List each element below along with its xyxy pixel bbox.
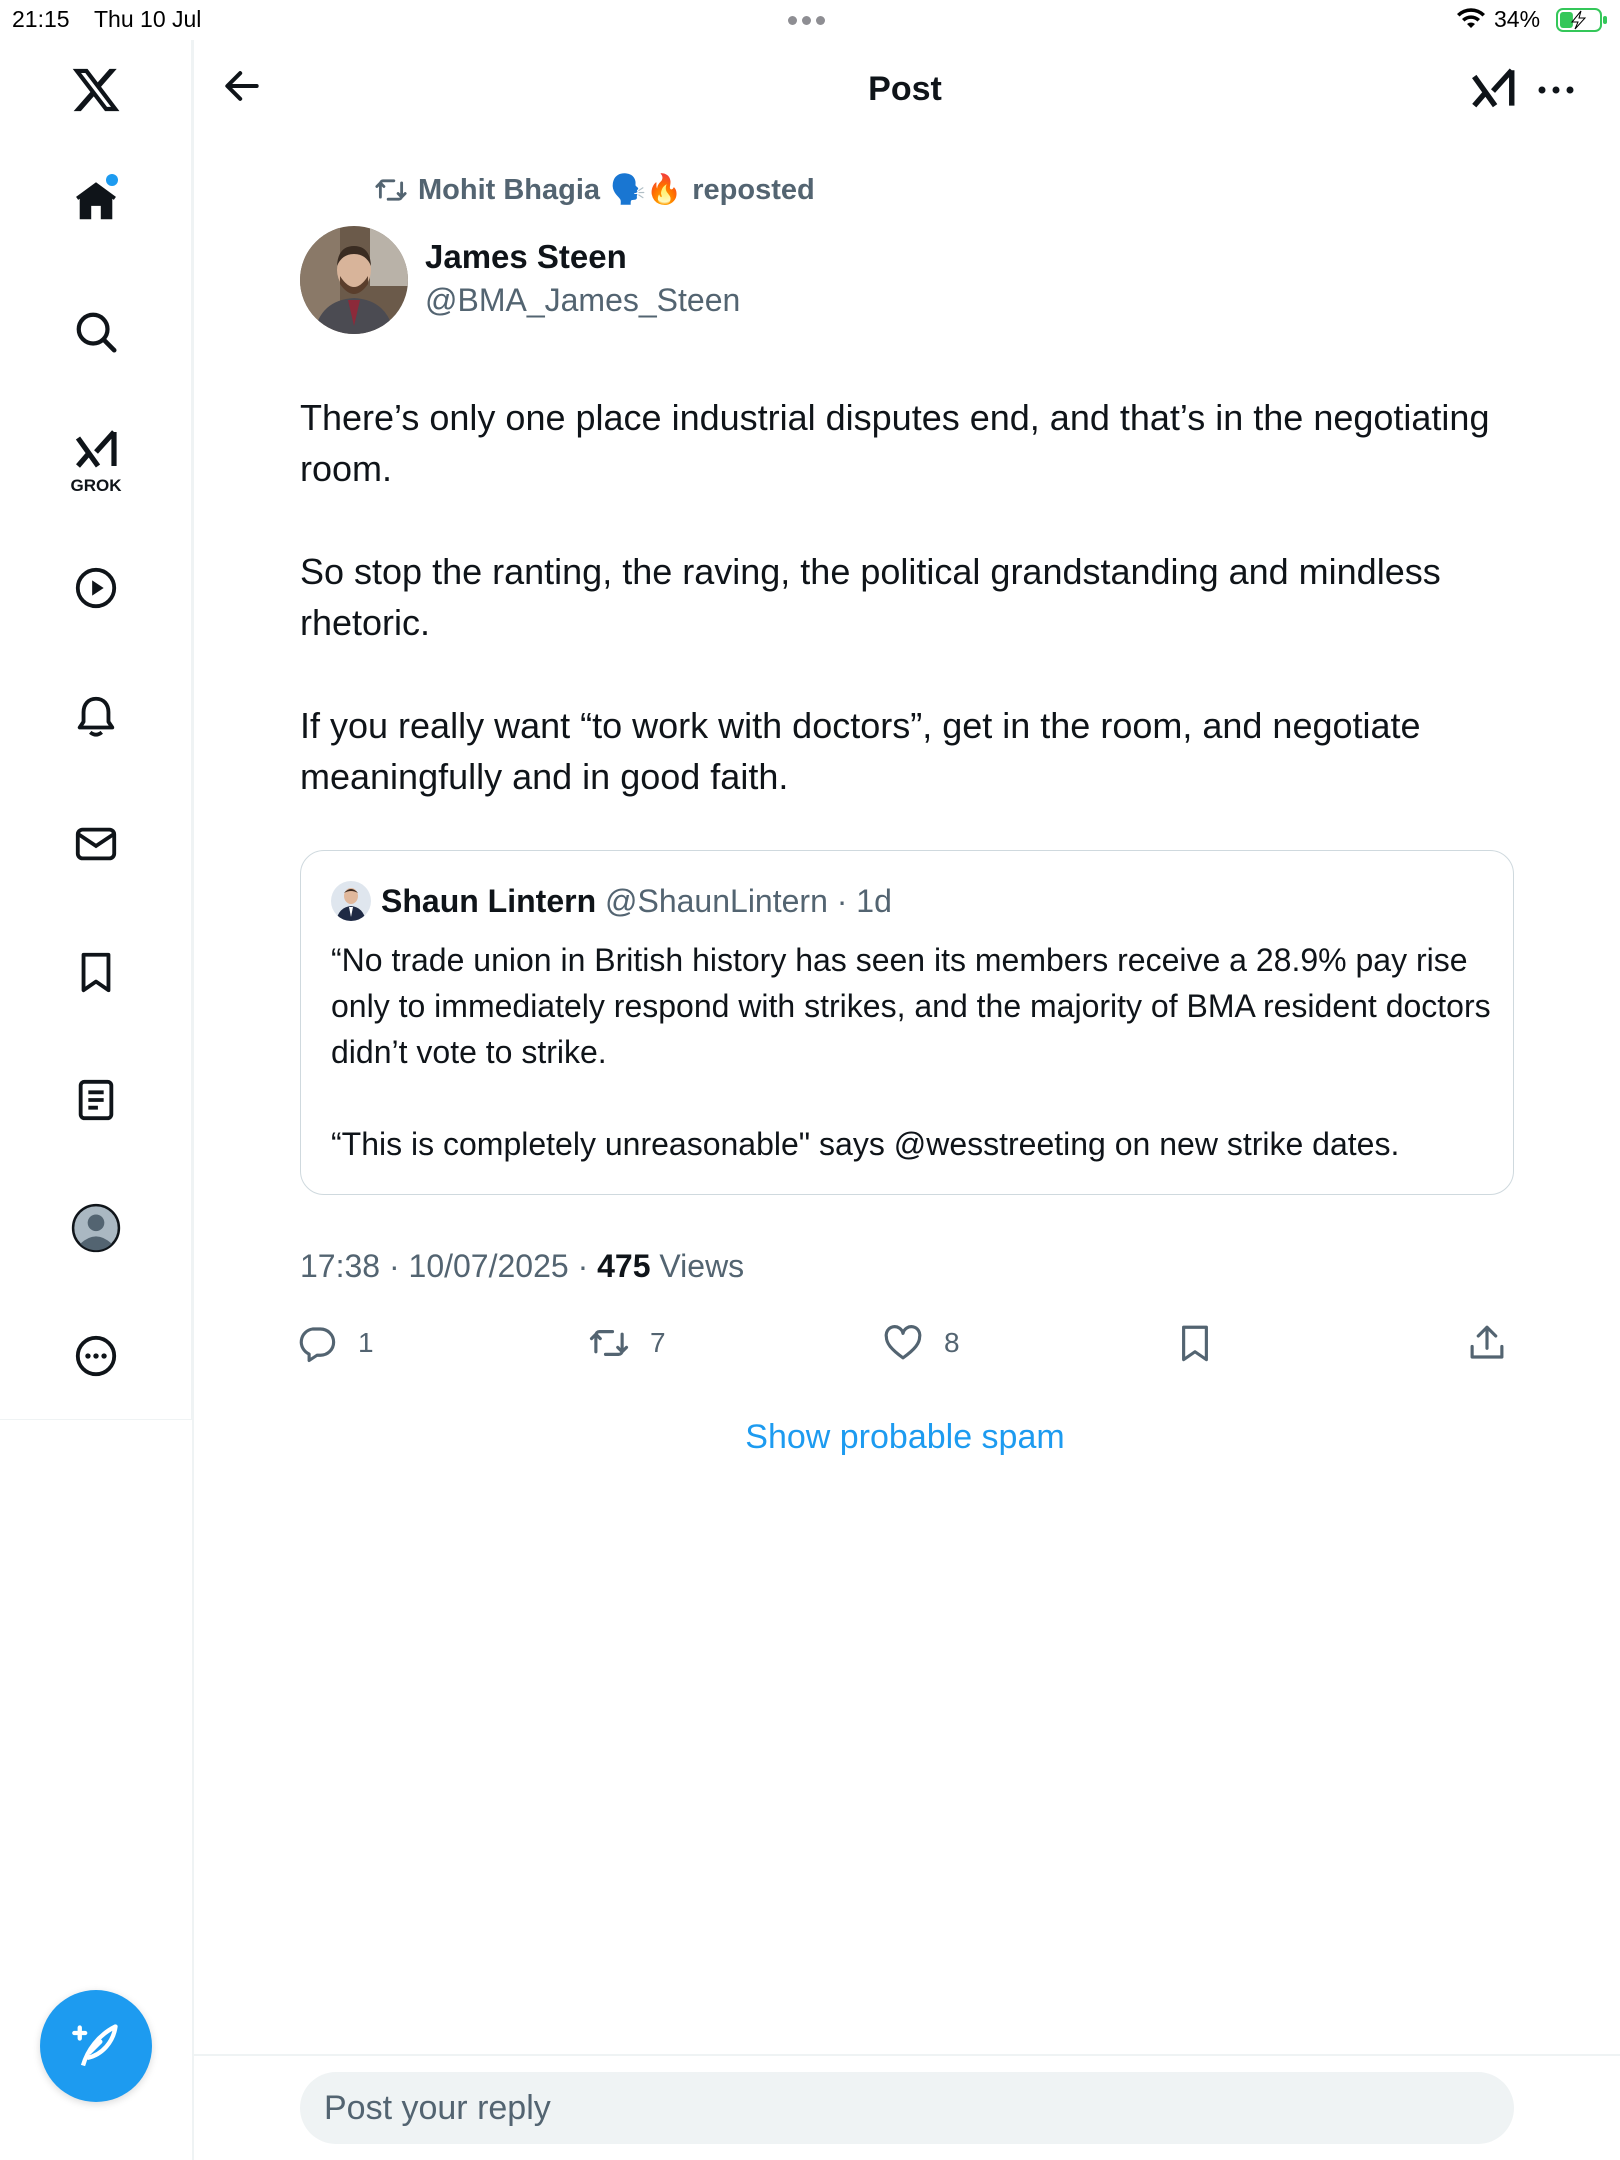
wifi-icon	[1456, 8, 1486, 30]
reply-box[interactable]	[300, 2072, 1514, 2144]
tweet-text	[300, 392, 1530, 854]
battery-percent: 34%	[1494, 6, 1541, 32]
bookmark-button[interactable]	[1174, 1318, 1216, 1368]
lists-icon[interactable]	[66, 1070, 126, 1130]
tweet-meta	[300, 1248, 744, 1285]
profile-icon[interactable]	[66, 1198, 126, 1258]
status-bar	[0, 0, 1620, 40]
tweet-paragraph: So stop the ranting, the raving, the political grandstanding and mindless rhetoric.	[300, 551, 1441, 643]
reply-icon	[296, 1322, 338, 1364]
repost-context[interactable]	[374, 170, 815, 210]
status-date: Thu 10 Jul	[94, 6, 202, 32]
more-options-icon[interactable]	[1534, 80, 1578, 100]
share-button[interactable]	[1466, 1318, 1508, 1368]
show-probable-spam-link[interactable]: Show probable spam	[745, 1418, 1065, 1456]
reposter-emoji: 🗣️🔥	[610, 174, 683, 206]
grok-icon[interactable]	[66, 420, 126, 480]
grok-header-icon[interactable]	[1468, 64, 1518, 114]
like-button[interactable]	[882, 1318, 960, 1368]
like-count: 8	[944, 1327, 960, 1358]
author-handle[interactable]: @BMA_James_Steen	[425, 282, 741, 318]
bookmarks-icon[interactable]	[66, 942, 126, 1002]
x-logo-icon[interactable]	[66, 60, 126, 120]
repost-count: 7	[650, 1327, 666, 1358]
quote-header	[381, 883, 892, 920]
back-arrow-icon[interactable]	[220, 64, 264, 108]
author-name[interactable]: James Steen	[425, 238, 627, 275]
reply-count: 1	[358, 1327, 374, 1358]
quote-paragraph: “No trade union in British history has seen its members receive a 28.9% pay rise only to immediately respond with strikes, and the majority of BMA resident doctors didn’t vote to strike.	[331, 942, 1491, 1070]
tweet-timestamp[interactable]: 17:38 · 10/07/2025 ·	[300, 1248, 598, 1284]
repost-button[interactable]	[588, 1318, 666, 1368]
home-notification-dot	[106, 174, 118, 186]
author-avatar[interactable]	[300, 226, 408, 334]
quote-text	[331, 937, 1491, 1213]
notifications-icon[interactable]	[66, 686, 126, 746]
page-title: Post	[868, 70, 942, 108]
compose-post-icon	[70, 2020, 122, 2072]
battery-charging-icon	[1556, 8, 1608, 32]
reposter-name[interactable]: Mohit Bhagia	[418, 173, 601, 206]
search-icon[interactable]	[66, 302, 126, 362]
compose-post-button[interactable]	[40, 1990, 152, 2102]
quoted-tweet-card[interactable]	[300, 850, 1514, 1195]
tweet-paragraph: There’s only one place industrial disputes end, and that’s in the negotiating room.	[300, 397, 1490, 489]
messages-icon[interactable]	[66, 814, 126, 874]
more-icon[interactable]	[66, 1326, 126, 1386]
repost-icon	[374, 173, 408, 207]
reply-divider	[193, 2054, 1620, 2056]
quote-author-name: Shaun Lintern	[381, 883, 597, 919]
grok-label: GROK	[70, 476, 122, 495]
sidebar-divider	[192, 40, 194, 2160]
status-time: 21:15	[12, 6, 70, 32]
video-icon[interactable]	[66, 558, 126, 618]
reply-button[interactable]	[296, 1318, 374, 1368]
quote-author-avatar	[331, 881, 371, 921]
reply-input[interactable]	[300, 2072, 1514, 2144]
bookmark-icon	[1174, 1322, 1216, 1364]
multitasking-dots[interactable]	[788, 16, 825, 25]
quote-paragraph: “This is completely unreasonable" says @wesstreeting on new strike dates.	[331, 1126, 1400, 1162]
heart-icon	[882, 1322, 924, 1364]
views-count: 475	[597, 1248, 651, 1284]
repost-action-icon	[588, 1322, 630, 1364]
quote-author-handle-time: @ShaunLintern · 1d	[596, 883, 892, 919]
share-icon	[1466, 1322, 1508, 1364]
repost-label: reposted	[692, 173, 815, 206]
tweet-paragraph: If you really want “to work with doctors”, get in the room, and negotiate meaningfully and in good faith.	[300, 705, 1421, 797]
views-label: Views	[650, 1248, 745, 1284]
